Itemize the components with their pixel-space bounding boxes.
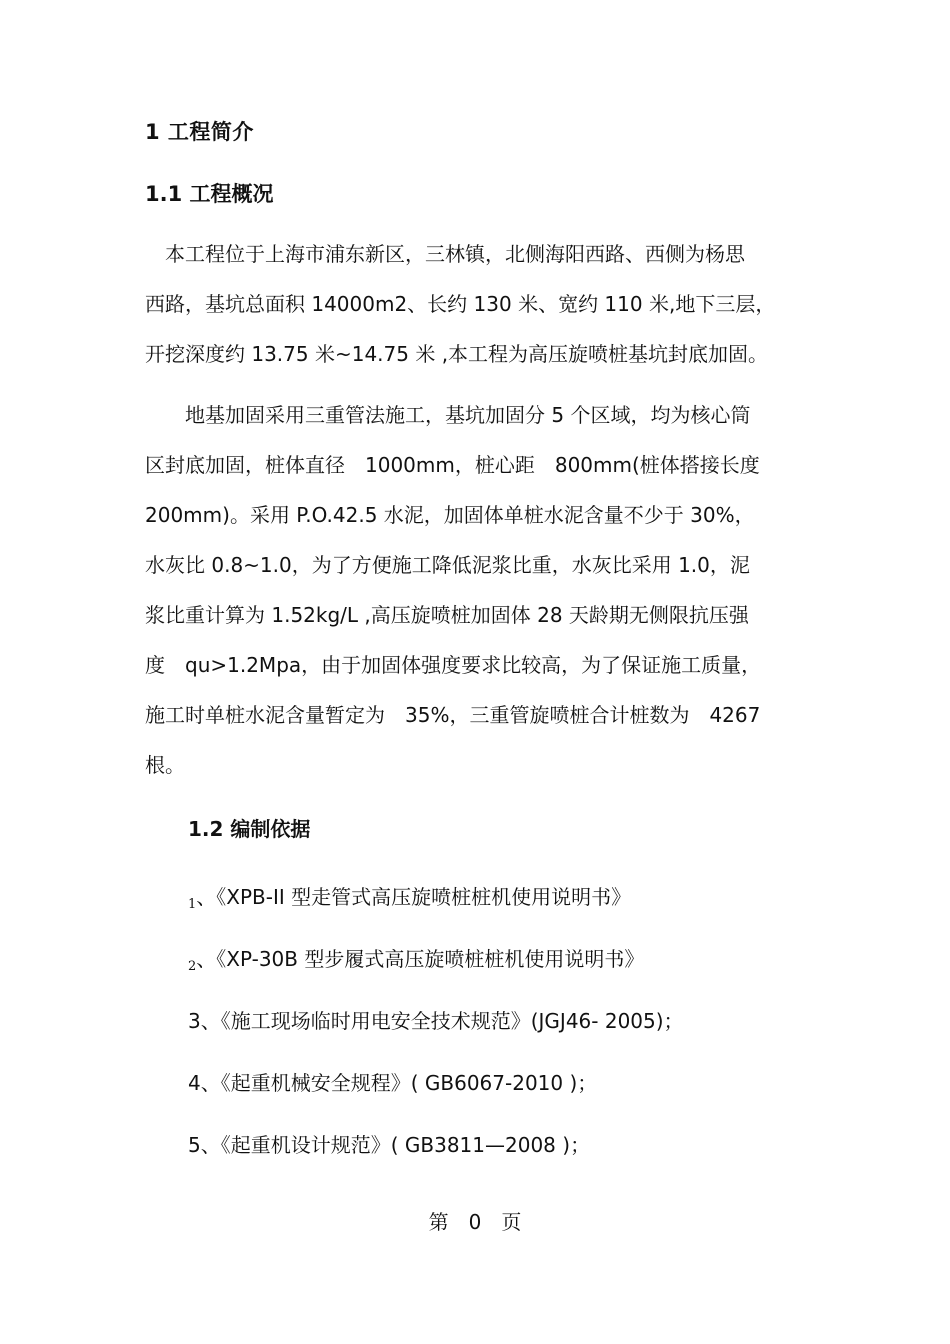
reference-item xyxy=(188,1114,838,1176)
paragraph-line: 度 qu>1.2Mpa，由于加固体强度要求比较高，为了保证施工质量， xyxy=(145,653,762,677)
section-heading-1-1: 1.1 工程概况 xyxy=(145,182,274,206)
section-heading-1: 1 工程简介 xyxy=(145,120,254,144)
reference-number: 2 xyxy=(188,959,197,974)
paragraph-line: 水灰比 0.8~1.0，为了方便施工降低泥浆比重，水灰比采用 1.0，泥 xyxy=(145,553,750,577)
reference-item xyxy=(188,1052,838,1114)
paragraph-line: 西路，基坑总面积 14000m2、长约 130 米、宽约 110 米,地下三层， xyxy=(145,292,776,316)
paragraph-line: 开挖深度约 13.75 米~14.75 米 ,本工程为高压旋喷桩基坑封底加固。 xyxy=(145,342,769,366)
paragraph-line: 施工时单桩水泥含量暂定为 35%，三重管旋喷桩合计桩数为 4267 xyxy=(145,703,761,727)
reference-item xyxy=(188,866,838,928)
reference-separator: 、 xyxy=(200,1009,221,1033)
reference-number: 3 xyxy=(188,1009,201,1033)
paragraph-line: 根。 xyxy=(145,753,185,777)
page-number-footer: 第 0 页 xyxy=(428,1210,522,1234)
paragraph-line: 地基加固采用三重管法施工，基坑加固分 5 个区域，均为核心筒 xyxy=(145,403,751,427)
reference-separator: 、 xyxy=(196,947,217,971)
section-heading-1-2: 1.2 编制依据 xyxy=(188,817,311,841)
reference-number: 4 xyxy=(188,1071,201,1095)
reference-separator: 、 xyxy=(200,1133,221,1157)
paragraph-line: 区封底加固，桩体直径 1000mm，桩心距 800mm(桩体搭接长度 xyxy=(145,453,760,477)
reference-text: 《起重机设计规范》( GB3811—2008 )； xyxy=(220,1133,591,1157)
reference-list xyxy=(188,866,838,1176)
reference-text: 《施工现场临时用电安全技术规范》(JGJ46- 2005)； xyxy=(220,1009,684,1033)
reference-separator: 、 xyxy=(196,885,217,909)
paragraph-reinforcement xyxy=(145,390,825,790)
paragraph-line: 浆比重计算为 1.52kg/L ,高压旋喷桩加固体 28 天龄期无侧限抗压强 xyxy=(145,603,749,627)
reference-separator: 、 xyxy=(200,1071,221,1095)
reference-text: 《起重机械安全规程》( GB6067-2010 )； xyxy=(220,1071,598,1095)
reference-item xyxy=(188,928,838,990)
reference-item xyxy=(188,990,838,1052)
reference-text: 《XPB-II 型走管式高压旋喷桩桩机使用说明书》 xyxy=(216,885,632,909)
reference-text: 《XP-30B 型步履式高压旋喷桩桩机使用说明书》 xyxy=(216,947,645,971)
paragraph-line: 本工程位于上海市浦东新区，三林镇，北侧海阳西路、西侧为杨思 xyxy=(145,242,745,266)
reference-number: 5 xyxy=(188,1133,201,1157)
paragraph-line: 200mm)。采用 P.O.42.5 水泥，加固体单桩水泥含量不少于 30%， xyxy=(145,503,755,527)
paragraph-overview xyxy=(145,229,825,379)
reference-number: 1 xyxy=(188,897,197,912)
